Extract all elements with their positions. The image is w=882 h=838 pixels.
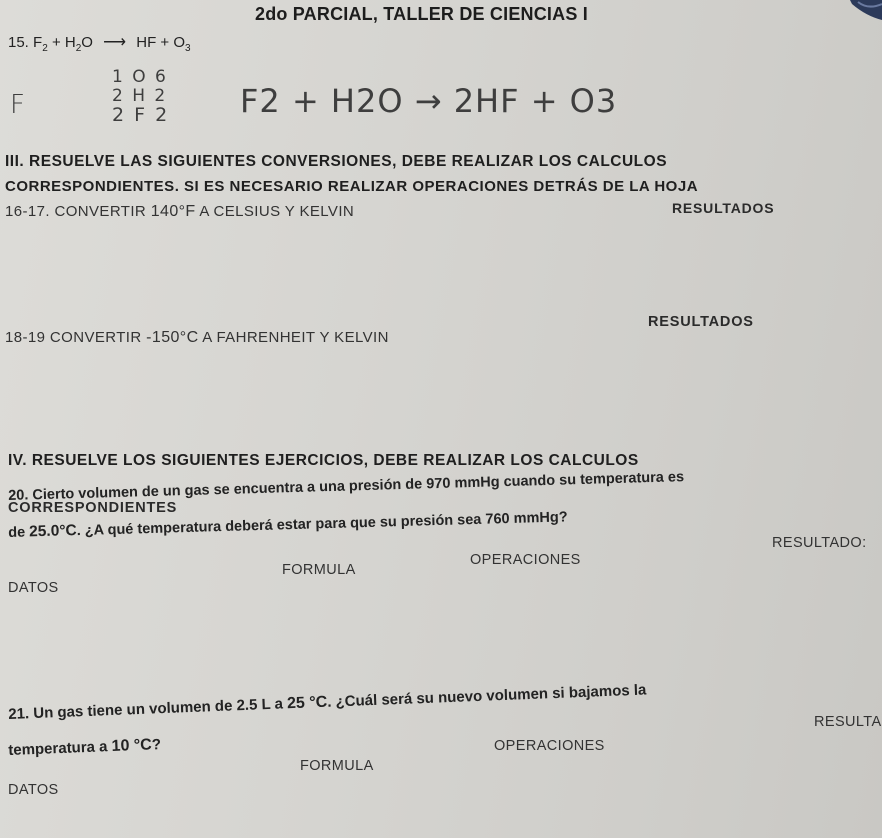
q20-operations-label: OPERACIONES [470, 552, 581, 568]
question-15 [8, 32, 191, 54]
q20-formula-label: FORMULA [282, 562, 356, 578]
q15-arrow: ⟶ [103, 34, 127, 51]
q21-result-label: RESULTA [814, 714, 882, 730]
q18-results-label: RESULTADOS [648, 314, 754, 330]
section-4-heading-line-1: IV. RESUELVE LOS SIGUIENTES EJERCICIOS, DEBE REALIZAR LOS CALCULOS [8, 452, 639, 469]
q15-reactant-1: $F_2$ [33, 34, 48, 54]
q21-operations-label: OPERACIONES [494, 738, 605, 754]
q20-data-label: DATOS [8, 580, 59, 596]
q15-plus-2: + [160, 34, 170, 51]
school-logo-icon [846, 0, 882, 20]
section-3-heading-line-1: III. RESUELVE LAS SIGUIENTES CONVERSIONES, DEBE REALIZAR LOS CALCULOS [5, 153, 668, 170]
section-4-heading-line-2: CORRESPONDIENTES [8, 500, 178, 516]
question-21-line-1: 21. Un gas tiene un volumen de 2.5 L a 25 °C. ¿Cuál será su nuevo volumen si bajamos la [8, 681, 647, 723]
handwritten-balanced-equation: F2 + H2O → 2HF + O3 [240, 82, 618, 120]
page-title: 2do PARCIAL, TALLER DE CIENCIAS I [255, 4, 588, 24]
handwritten-f: F [10, 90, 25, 120]
q20-result-label: RESULTADO: [772, 535, 867, 551]
q21-formula-label: FORMULA [300, 758, 374, 774]
question-20-line-1: 20. Cierto volumen de un gas se encuentra a una presión de 970 mmHg cuando su temperatura es [8, 469, 685, 504]
question-20-line-2: de 25.0°C. ¿A qué temperatura deberá estar para que su presión sea 760 mmHg? [8, 509, 568, 541]
question-21-line-2: temperatura a 10 °C? [8, 736, 162, 759]
question-18-19: 18-19 CONVERTIR -150°C A FAHRENHEIT Y KELVIN [5, 329, 389, 346]
q15-reactant-2: $H_2O$ [64, 34, 93, 54]
q15-plus: + [51, 34, 61, 51]
q15-number: 15. [8, 34, 29, 51]
question-16-17: 16-17. CONVERTIR 140°F A CELSIUS Y KELVIN [5, 203, 355, 220]
q15-product-1: HF [136, 34, 157, 51]
q16-results-label: RESULTADOS [672, 200, 775, 216]
handwritten-atom-count: 1 O 6 2 H 2 2 F 2 [112, 67, 170, 126]
q21-data-label: DATOS [8, 782, 59, 798]
q15-product-2: $O_3$ [173, 34, 191, 54]
section-3-heading-line-2: CORRESPONDIENTES. SI ES NECESARIO REALIZAR OPERACIONES DETRÁS DE LA HOJA [5, 178, 699, 195]
